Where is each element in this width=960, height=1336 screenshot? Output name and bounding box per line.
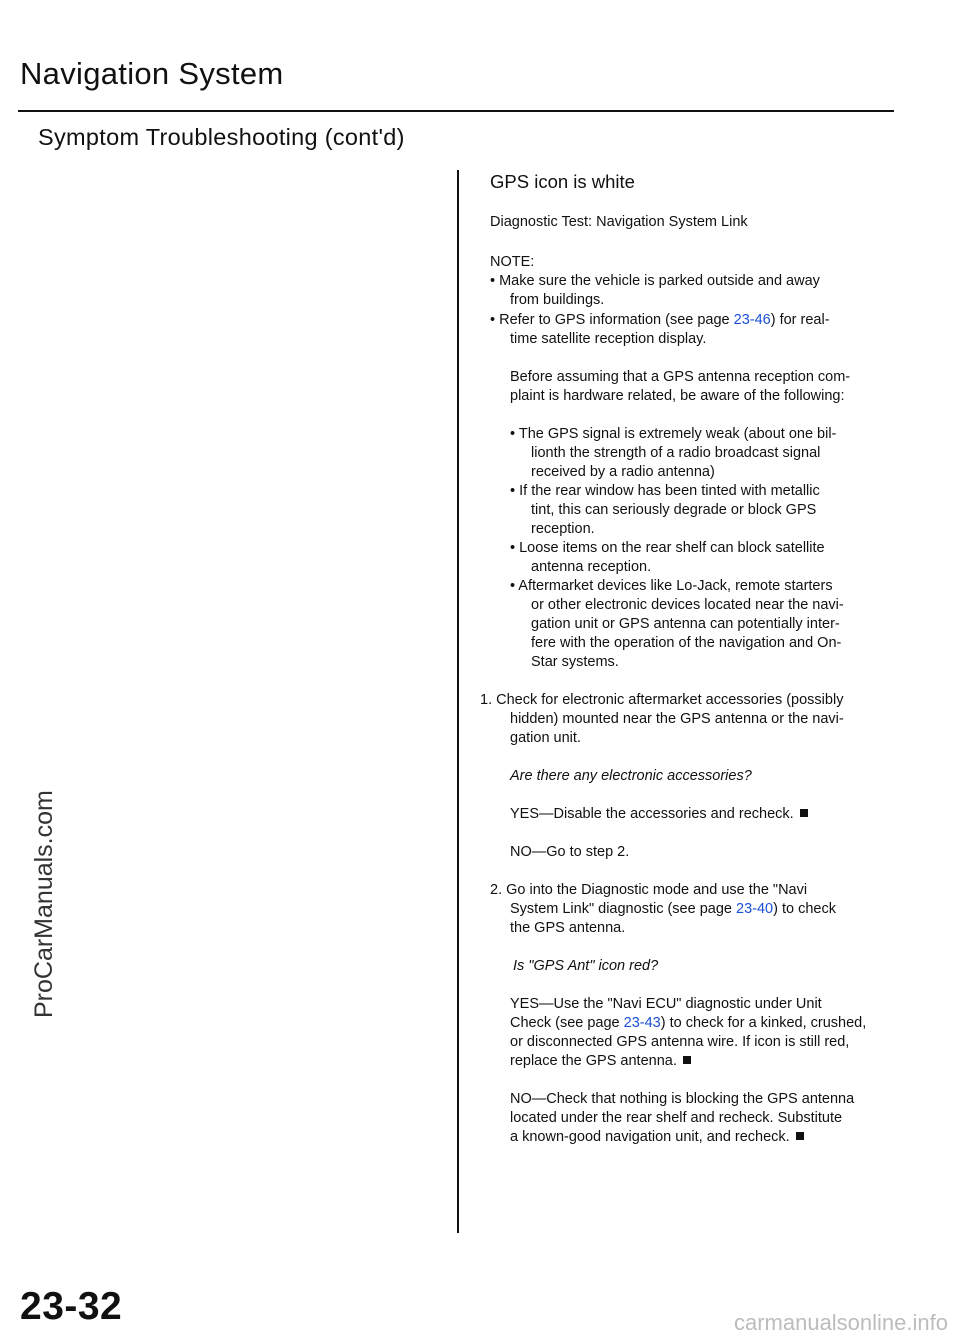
title-rule [18, 110, 894, 112]
bullet-3-line-2: antenna reception. [531, 559, 652, 575]
bullet-1-line-3: received by a radio antenna) [531, 464, 715, 480]
bullet-1-line-2: lionth the strength of a radio broadcast signal [531, 445, 821, 461]
bullet-4-line-5: Star systems. [531, 654, 619, 670]
step-1-line-1: 1. Check for electronic aftermarket accessories (possibly [480, 692, 844, 708]
step-1-question: Are there any electronic accessories? [510, 768, 752, 784]
end-square-icon [796, 1132, 804, 1140]
step-1-no: NO—Go to step 2. [510, 844, 630, 860]
before-line-1: Before assuming that a GPS antenna reception com- [510, 369, 851, 385]
step-2-yes-line-2: Check (see page 23-43) to check for a kinked, crushed, [510, 1015, 867, 1031]
step-2-yes-line-3: or disconnected GPS antenna wire. If icon is still red, [510, 1034, 850, 1050]
bullet-4-line-4: fere with the operation of the navigation and On- [531, 635, 842, 651]
step-1-line-3: gation unit. [510, 730, 581, 746]
step-2-line-2: System Link" diagnostic (see page 23-40) to check [510, 901, 836, 917]
bullet-2-line-3: reception. [531, 521, 595, 537]
step-2-line-1: 2. Go into the Diagnostic mode and use the "Navi [490, 882, 808, 898]
diagnostic-test-line: Diagnostic Test: Navigation System Link [490, 214, 748, 230]
step-2-yes-line-1: YES—Use the "Navi ECU" diagnostic under Unit [510, 996, 822, 1012]
step-2-line-3: the GPS antenna. [510, 920, 626, 936]
page-title: Navigation System [20, 56, 284, 91]
section-subtitle: Symptom Troubleshooting (cont'd) [38, 124, 405, 150]
bullet-4-line-2: or other electronic devices located near the navi- [531, 597, 844, 613]
step-2-no-line-3: a known-good navigation unit, and recheck. [510, 1128, 804, 1146]
column-divider [457, 170, 459, 1233]
step-1-yes: YES—Disable the accessories and recheck. [510, 805, 808, 823]
bullet-2-line-2: tint, this can seriously degrade or block GPS [531, 502, 817, 518]
step-2-no-line-1: NO—Check that nothing is blocking the GPS antenna [510, 1091, 855, 1107]
note-1-line-2: from buildings. [510, 292, 605, 308]
end-square-icon [683, 1056, 691, 1064]
note-1-line-1: • Make sure the vehicle is parked outside and away [490, 273, 820, 289]
bullet-4-line-1: • Aftermarket devices like Lo-Jack, remote starters [510, 578, 833, 594]
end-square-icon [800, 809, 808, 817]
bullet-4-line-3: gation unit or GPS antenna can potentially inter- [531, 616, 840, 632]
step-2-question: Is "GPS Ant" icon red? [513, 958, 659, 974]
page-link-23-46[interactable]: 23-46 [733, 312, 771, 328]
page-link-23-40[interactable]: 23-40 [736, 901, 774, 917]
before-line-2: plaint is hardware related, be aware of the following: [510, 388, 845, 404]
step-1-line-2: hidden) mounted near the GPS antenna or the navi- [510, 711, 844, 727]
bullet-2-line-1: • If the rear window has been tinted with metallic [510, 483, 820, 499]
note-2-line-2: time satellite reception display. [510, 331, 707, 347]
note-label: NOTE: [490, 254, 535, 270]
page-link-23-43[interactable]: 23-43 [623, 1015, 661, 1031]
symptom-heading: GPS icon is white [490, 171, 635, 192]
bullet-1-line-1: • The GPS signal is extremely weak (about one bil- [510, 426, 837, 442]
step-2-yes-line-4: replace the GPS antenna. [510, 1052, 691, 1070]
bullet-3-line-1: • Loose items on the rear shelf can block satellite [510, 540, 825, 556]
step-2-no-line-2: located under the rear shelf and recheck. Substitute [510, 1110, 843, 1126]
note-2-line-1: • Refer to GPS information (see page 23-46) for real- [490, 312, 830, 328]
side-watermark: ProCarManuals.com [30, 790, 58, 1018]
page-number: 23-32 [20, 1285, 123, 1328]
footer-watermark: carmanualsonline.info [733, 1310, 948, 1335]
